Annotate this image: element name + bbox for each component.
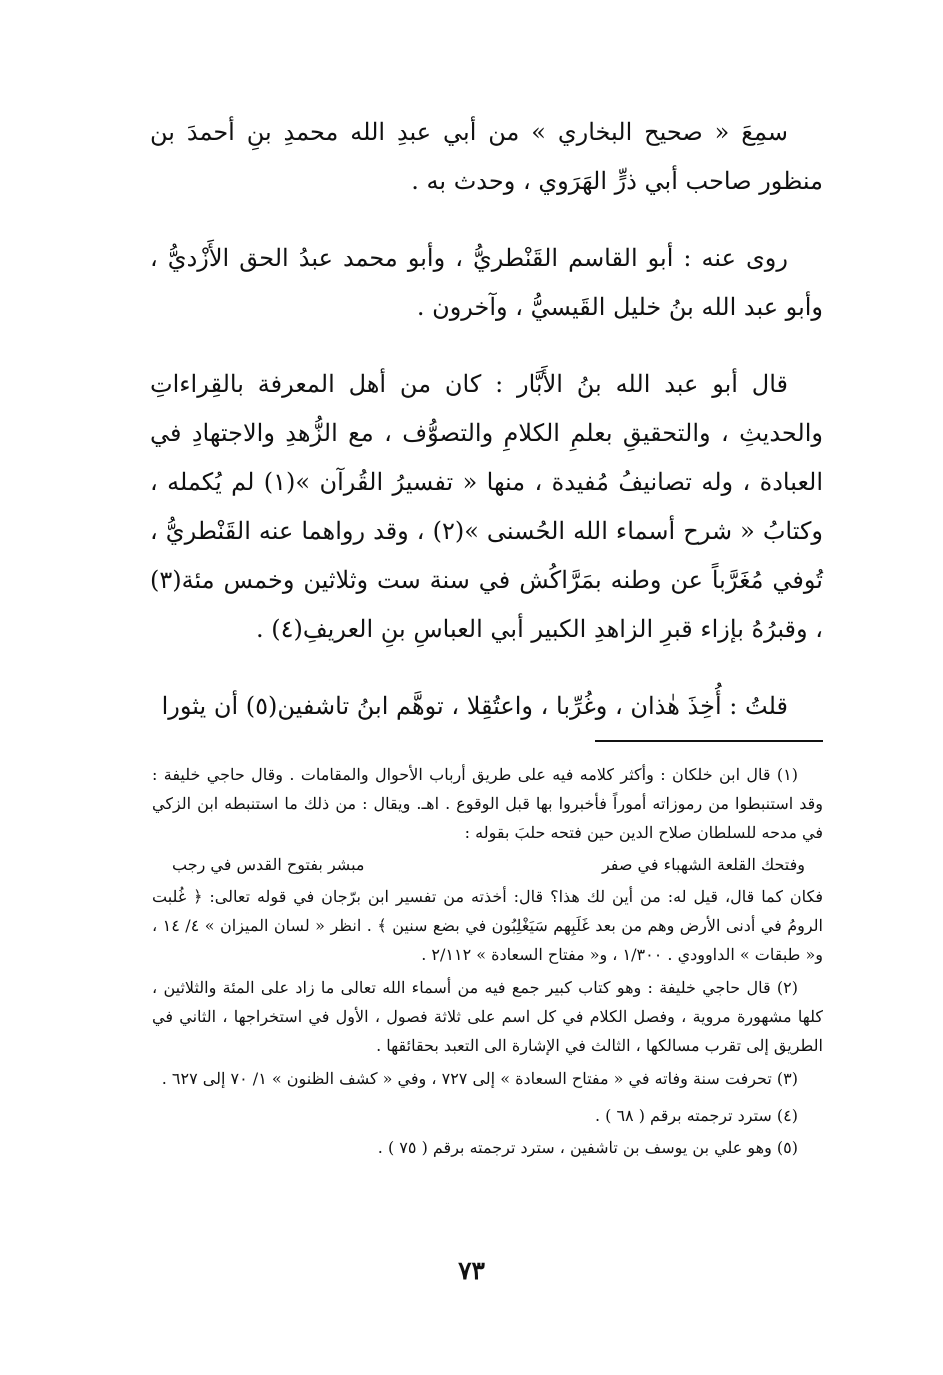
footnote-5: (٥) وهو علي بن يوسف بن تاشفين ، سترد ترجمته برقم ( ٧٥ ) .	[377, 1138, 798, 1157]
footnote-1-verse	[152, 850, 823, 879]
paragraph-4: قلتُ : أُخِذَ هٰذان ، وغُرِّبا ، واعتُقِلا ، توهَّم ابنُ تاشفين(٥) أن يثورا	[161, 692, 788, 720]
paragraph-1: سمِعَ « صحيح البخاري » من أبي عبدِ الله محمدِ بنِ أحمدَ بن منظور صاحب أبي ذرٍّ الهَرَوي ، وحدث به .	[150, 118, 823, 195]
main-text	[150, 108, 823, 731]
footnotes	[152, 760, 823, 1165]
footnote-separator	[595, 740, 823, 742]
verse-first-hemistich: وفتحك القلعة الشهباء في صفر	[601, 855, 805, 874]
paragraph-3: قال أبو عبد الله بنُ الأَبَّار : كان من أهل المعرفة بالقِراءاتِ والحديثِ ، والتحقيقِ بعلمِ الكلامِ والتصوُّف ، مع الزُّهدِ والاجتهادِ في العبادة ، وله تصانيفُ مُفيدة ، منها « تفسيرُ القُرآن »(١) لم يُكمله ، وكتابُ « شرح أسماء الله الحُسنى »(٢) ، وقد رواهما عنه القَنْطريُّ ، تُوفي مُغَرَّباً عن وطنه بمَرَّاكُش في سنة ست وثلاثين وخمس مئة(٣) ، وقبرُهُ بإزاء قبرِ الزاهدِ الكبير أبي العباسِ بنِ العريفِ(٤) .	[150, 370, 824, 643]
verse-second-hemistich: مبشر بفتوح القدس في رجب	[172, 855, 365, 874]
footnote-1-continued: فكان كما قال، قيل له: من أين لك هذا؟ قال: أخذته من تفسير ابن برّجان في قوله تعالى: ﴿ غُلبت الرومُ في أدنى الأرض وهم من بعد غَلَبِهم سَيَغْلِبُون في بضع سنين ﴾ . انظر « لسان الميزان » ٤/ ١٤ ، و« طبقات » الداوودي . ١/٣٠٠ ، و« مفتاح السعادة » ٢/١١٢ .	[152, 887, 824, 964]
footnote-4: (٤) سترد ترجمته برقم ( ٦٨ ) .	[594, 1106, 798, 1125]
footnote-3: (٣) تحرفت سنة وفاته في « مفتاح السعادة » إلى ٧٢٧ ، وفي « كشف الظنون » ١/ ٧٠ إلى ٦٢٧ .	[161, 1069, 798, 1088]
footnote-1: (١) قال ابن خلكان : وأكثر كلامه فيه على طريق أرباب الأحوال والمقامات . وقال حاجي خليفة : وقد استنبطوا من رموزاته أموراً فأخبروا بها قبل الوقوع . اهـ. ويقال : من ذلك ما استنبطه ابن الزكي في مدحه للسلطان صلاح الدين حين فتحه حلبَ بقوله :	[152, 765, 823, 842]
footnote-2: (٢) قال حاجي خليفة : وهو كتاب كبير جمع فيه من أسماء الله تعالى ما زاد على المئة والثلاثين ، كلها مشهورة مروية ، وفصل الكلام في كل اسم على ثلاثة فصول ، الأول في استخراجها ، الثاني في الطريق إلى تقرب مسالكها ، الثالث في الإشارة الى التعبد بحقائقها .	[152, 978, 823, 1055]
paragraph-2: روى عنه : أبو القاسم القَنْطريُّ ، وأبو محمد عبدُ الحق الأَزْديُّ ، وأبو عبد الله بنُ خليل القَيسيُّ ، وآخرون .	[150, 244, 823, 321]
page-number: ٧٣	[458, 1256, 485, 1285]
